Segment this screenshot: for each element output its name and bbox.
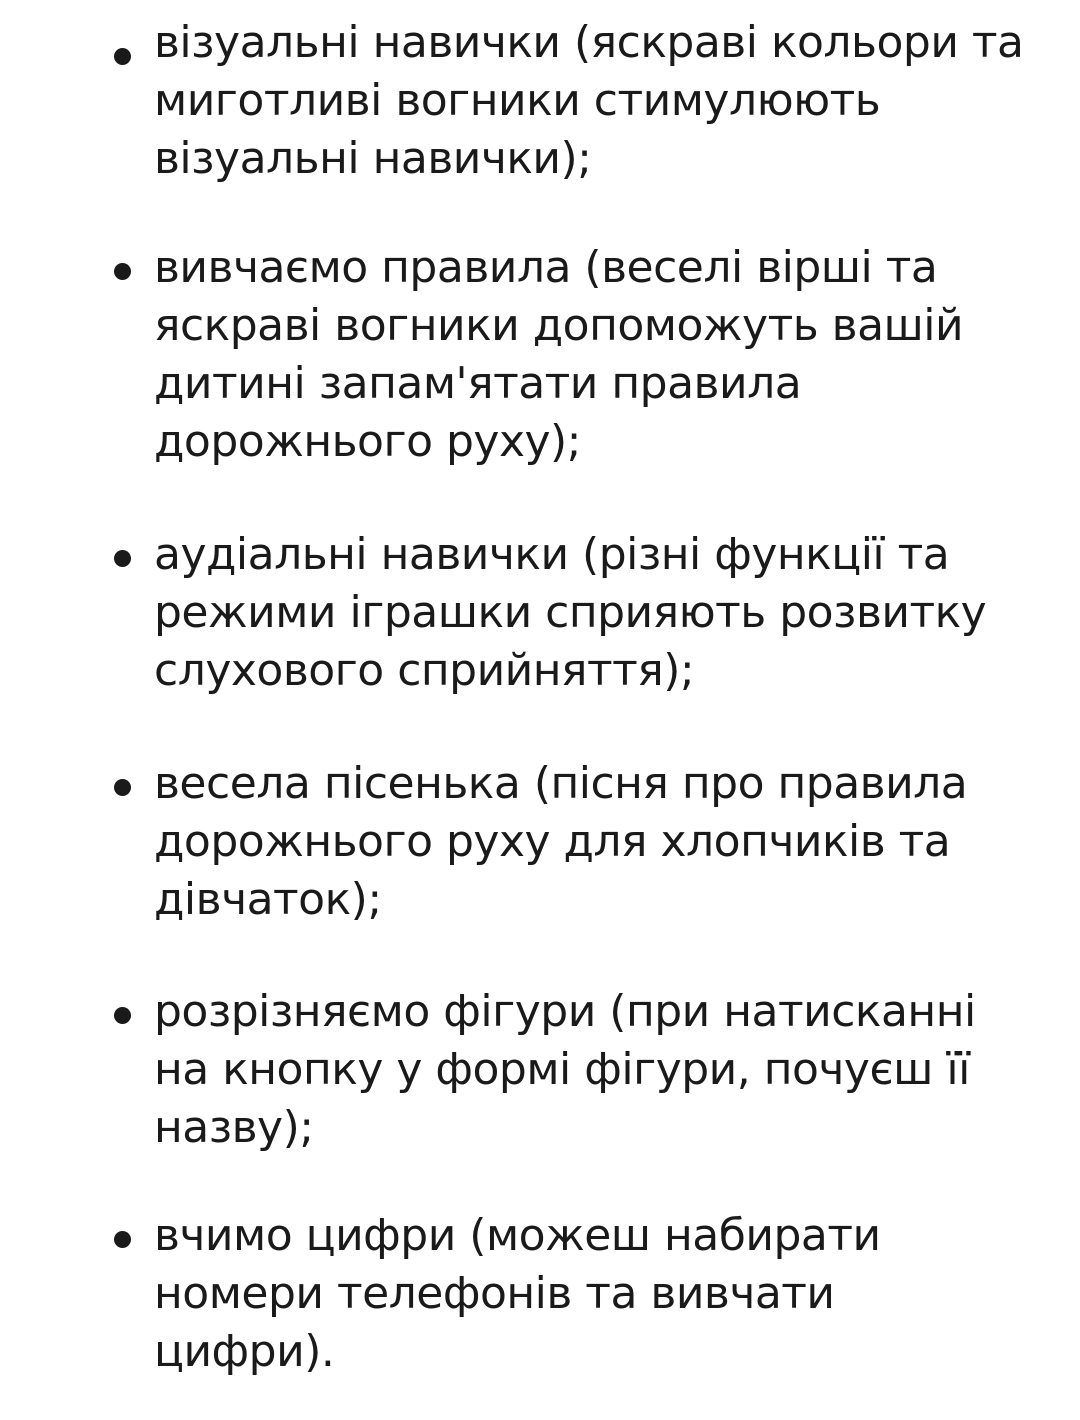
list-item-text: візуальні навички (яскраві кольори та миготливі вогники стимулюють візуальні навички);: [154, 17, 1024, 184]
list-item-text: весела пісенька (пісня про правила дорожнього руху для хлопчиків та дівчаток);: [154, 758, 968, 925]
bullet-icon: [114, 263, 131, 280]
bullet-icon: [114, 48, 131, 65]
bullet-icon: [114, 1007, 131, 1024]
bullet-icon: [114, 550, 131, 567]
bullet-icon: [114, 779, 131, 796]
list-item-text: вчимо цифри (можеш набирати номери телефонів та вивчати цифри).: [154, 1210, 881, 1377]
bullet-icon: [114, 1231, 131, 1248]
list-item-text: розрізняємо фігури (при натисканні на кнопку у формі фігури, почуєш її назву);: [154, 986, 976, 1153]
list-item-text: вивчаємо правила (веселі вірші та яскраві вогники допоможуть вашій дитині запам'ятати правила дорожнього руху);: [154, 242, 964, 467]
list-item-text: аудіальні навички (різні функції та режими іграшки сприяють розвитку слухового сприйняття);: [154, 529, 987, 696]
